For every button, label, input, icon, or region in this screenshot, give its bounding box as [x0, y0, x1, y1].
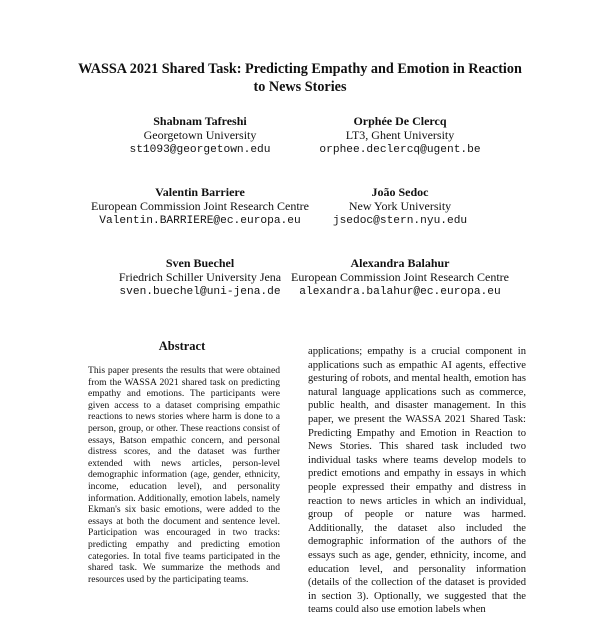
author-email[interactable]: Valentin.BARRIERE@ec.europa.eu — [99, 215, 301, 227]
author-affiliation: New York University — [348, 199, 452, 213]
author-email[interactable]: sven.buechel@uni-jena.de — [119, 286, 281, 298]
author-block — [270, 114, 530, 158]
introduction-column — [308, 345, 526, 617]
author-email[interactable]: jsedoc@stern.nyu.edu — [332, 215, 468, 227]
abstract-heading: Abstract — [158, 339, 206, 353]
author-name: Valentin Barriere — [155, 185, 245, 199]
author-name: Alexandra Balahur — [350, 256, 450, 270]
author-block — [270, 256, 530, 300]
paper-title — [50, 60, 550, 96]
author-name: João Sedoc — [371, 185, 429, 199]
author-email[interactable]: orphee.declercq@ugent.be — [319, 144, 481, 156]
author-name: Shabnam Tafreshi — [153, 114, 247, 128]
author-affiliation: European Commission Joint Research Centre — [291, 270, 509, 284]
introduction-text: applications; empathy is a crucial component in applications such as empathic AI agents, effective gesturing of robots, and mental health, emotion has natural language applications such as commerce, public health, and disaster management. In this paper, we present the WASSA 2021 Shared Task: Predicting Empathy and Emotion in Reaction to News Stories. This shared task included two individual tasks where teams develop models to predict emotions and empathy in essays in which people expressed their empathy and distress in reaction to news articles in which an individual, group of people or nature was harmed. Additionally, the dataset also included the demographic information of the authors of the essays such as age, gender, ethnicity, income, and education level, and personality information (details of the collection of the dataset is provided in section 3). Optionally, we suggested that the teams could also use emotion labels when — [308, 346, 526, 616]
abstract-text: This paper presents the results that were obtained from the WASSA 2021 shared task on predicting empathy and emotions. The participants were given access to a dataset comprising empathic reactions to news stories where harm is done to a person, group, or other. These reactions consist of essays, Batson empathic concern, and personal distress scores, and the dataset was further extended with news articles, person-level demographic information (age, gender, ethnicity, income, education level), and personality information. Additionally, emotion labels, namely Ekman's six basic emotions, were added to the essays at both the document and sentence level. Participation was encouraged in two tracks: predicting empathy and predicting emotion categories. In total five teams participated in the shared task. We summarize the methods and resources used by the participating teams. — [88, 365, 280, 585]
abstract-body — [88, 365, 280, 585]
title-line-1: WASSA 2021 Shared Task: Predicting Empathy and Emotion in Reaction — [78, 61, 522, 77]
author-name: Sven Buechel — [165, 256, 235, 270]
author-email[interactable]: st1093@georgetown.edu — [129, 144, 271, 156]
author-affiliation: Georgetown University — [143, 128, 257, 142]
author-block — [270, 185, 530, 229]
author-affiliation: European Commission Joint Research Centre — [91, 199, 309, 213]
author-affiliation: LT3, Ghent University — [345, 128, 455, 142]
author-email[interactable]: alexandra.balahur@ec.europa.eu — [299, 286, 501, 298]
title-line-2: to News Stories — [253, 79, 347, 95]
author-affiliation: Friedrich Schiller University Jena — [118, 270, 282, 284]
author-name: Orphée De Clercq — [353, 114, 447, 128]
